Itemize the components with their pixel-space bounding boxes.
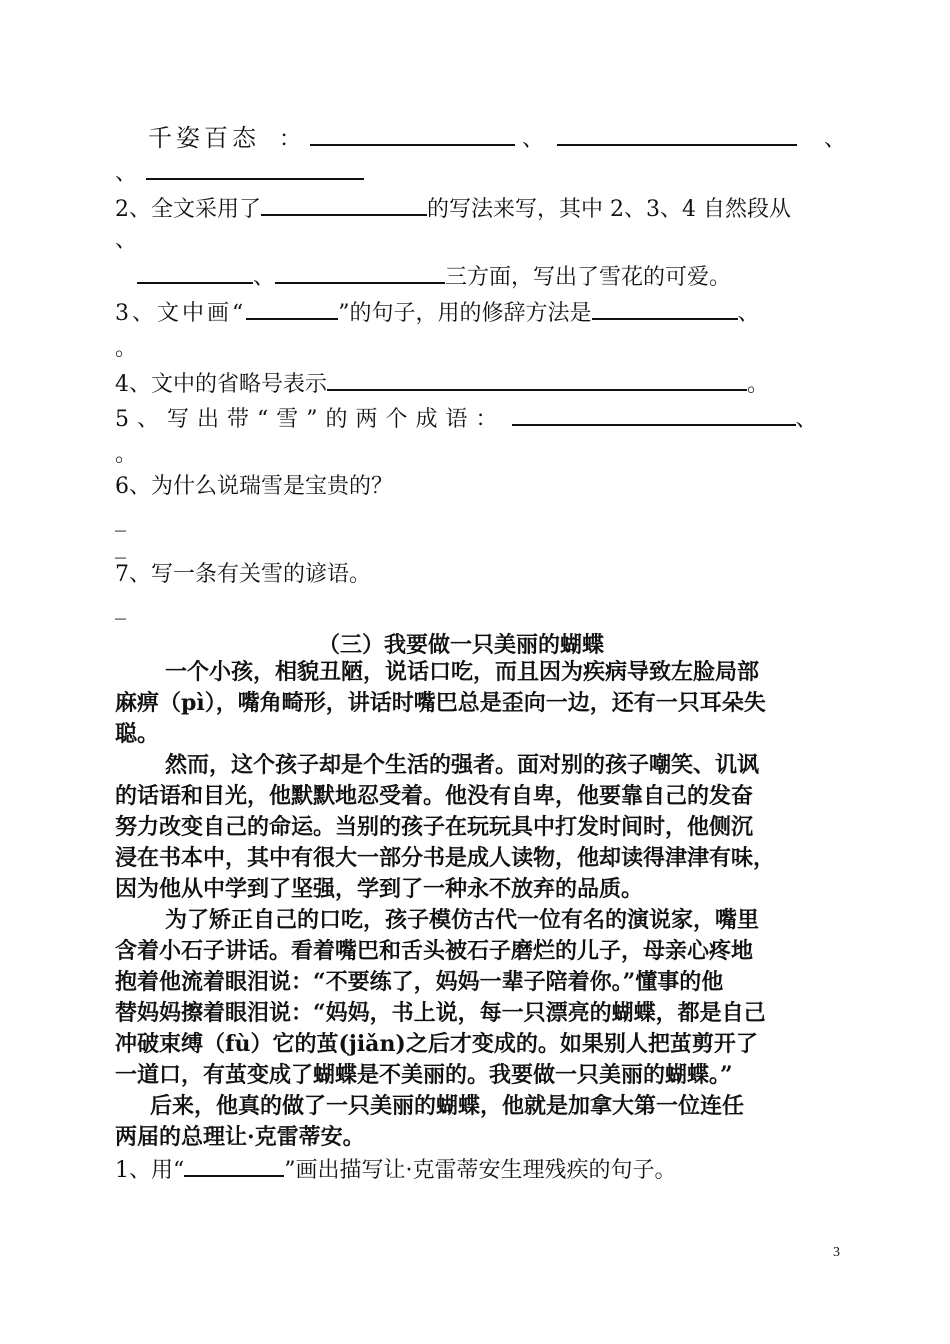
q3-blank-1[interactable] xyxy=(246,296,338,320)
q6-text: 6、为什么说瑞雪是宝贵的？ xyxy=(115,474,393,499)
q7-line xyxy=(115,560,371,590)
q2-blank-1[interactable] xyxy=(261,192,427,216)
q1-colon: ： xyxy=(279,127,302,152)
passage-line-10: 含着小石子讲话。看着嘴巴和舌头被石子磨烂的儿子，母亲心疼地 xyxy=(115,938,754,964)
q3-middle: ”的句子，用的修辞方法是 xyxy=(338,301,592,326)
q2-blank-3[interactable] xyxy=(275,260,445,284)
passage-line-12: 替妈妈擦着眼泪说：“妈妈，书上说，每一只漂亮的蝴蝶，都是自己 xyxy=(115,1000,766,1026)
q6-answer-2[interactable] xyxy=(115,532,126,562)
q3-prefix: 3、文中画“ xyxy=(115,301,247,326)
passage-line-3: 聪。 xyxy=(115,721,160,747)
q1-blank-2[interactable] xyxy=(557,122,797,146)
q5-tail: 、 xyxy=(795,407,818,432)
q5-line-2 xyxy=(115,440,137,470)
passage-line-1: 一个小孩，相貌丑陋，说话口吃，而且因为疾病导致左脸局部 xyxy=(165,659,760,685)
q3-line-1 xyxy=(115,296,760,329)
passage-line-7: 浸在书本中，其中有很大一部分书是成人读物，他却读得津津有味， xyxy=(115,845,776,871)
q5-blank[interactable] xyxy=(512,402,796,426)
q-last-blank[interactable] xyxy=(184,1153,284,1177)
passage-line-9: 为了矫正自己的口吃，孩子模仿古代一位有名的演说家，嘴里 xyxy=(165,907,760,933)
q1-term: 千姿百态 xyxy=(148,124,260,152)
q-last-suffix: ”画出描写让·克雷蒂安生理残疾的句子。 xyxy=(284,1158,677,1183)
q3-line-2 xyxy=(115,334,137,364)
q2-tail: 、 xyxy=(115,228,138,253)
q6-line xyxy=(115,472,393,502)
passage-line-6: 努力改变自己的命运。当别的孩子在玩玩具中打发时间时，他侧沉 xyxy=(115,814,754,840)
q2-sep: 、 xyxy=(253,265,276,290)
q7-text: 7、写一条有关雪的谚语。 xyxy=(115,562,371,587)
q2-line-2 xyxy=(115,226,137,256)
q2-blank-2[interactable] xyxy=(137,260,253,284)
passage-line-2: 麻痹（pì），嘴角畸形，讲话时嘴巴总是歪向一边，还有一只耳朵失 xyxy=(115,690,766,716)
q7-answer[interactable] xyxy=(115,593,126,623)
page-number: 3 xyxy=(833,1245,840,1260)
q5-line-1 xyxy=(115,402,818,435)
q3-end: 。 xyxy=(115,336,138,361)
q2-middle: 的写法来写，其中 2、3、4 自然段从 xyxy=(427,197,791,222)
q7-blank-1: _ xyxy=(115,595,126,620)
q3-tail: 、 xyxy=(737,301,760,326)
passage-line-4: 然而，这个孩子却是个生活的强者。面对别的孩子嘲笑、讥讽 xyxy=(165,752,760,778)
q3-blank-2[interactable] xyxy=(592,296,738,320)
passage-line-8: 因为他从中学到了坚强，学到了一种永不放弃的品质。 xyxy=(115,876,644,902)
q6-blank-2: _ xyxy=(115,534,126,559)
q4-line xyxy=(115,367,769,400)
q2-line-3 xyxy=(137,260,731,293)
q4-blank[interactable] xyxy=(327,367,747,391)
q-last-prefix: 1、用“ xyxy=(115,1158,185,1183)
passage-line-11: 抱着他流着眼泪说：“不要练了，妈妈一辈子陪着你。”懂事的他 xyxy=(115,969,724,995)
passage-line-13: 冲破束缚（fù）它的茧(jiǎn)之后才变成的。如果别人把茧剪开了 xyxy=(115,1031,758,1057)
q2-end: 三方面，写出了雪花的可爱。 xyxy=(445,265,732,290)
q6-answer-1[interactable] xyxy=(115,505,126,535)
q4-prefix: 4、文中的省略号表示 xyxy=(115,372,327,397)
q1-start-sep: 、 xyxy=(115,161,138,186)
passage-line-5: 的话语和目光，他默默地忍受着。他没有自卑，他要靠自己的发奋 xyxy=(115,783,754,809)
q2-prefix: 2、全文采用了 xyxy=(115,197,261,222)
q-last-line xyxy=(115,1153,677,1186)
q1-line xyxy=(148,122,846,155)
q1-sep-1: 、 xyxy=(522,127,545,152)
q2-line-1 xyxy=(115,192,791,225)
q1-sep-2: 、 xyxy=(824,127,847,152)
passage-title: （三）我要做一只美丽的蝴蝶 xyxy=(318,632,605,658)
q5-end: 。 xyxy=(115,442,138,467)
passage-line-14: 一道口，有茧变成了蝴蝶是不美丽的。我要做一只美丽的蝴蝶。” xyxy=(115,1062,733,1088)
q1-blank-3[interactable] xyxy=(146,156,364,180)
q1-line-2 xyxy=(115,156,364,189)
q5-prefix: 5、写出带“雪”的两个成语： xyxy=(115,407,506,432)
passage-line-15: 后来，他真的做了一只美丽的蝴蝶，他就是加拿大第一位连任 xyxy=(150,1093,745,1119)
q6-blank-1: _ xyxy=(115,507,126,532)
q1-blank-1[interactable] xyxy=(310,122,515,146)
q4-end: 。 xyxy=(747,372,770,397)
passage-line-16: 两届的总理让·克雷蒂安。 xyxy=(115,1124,365,1150)
